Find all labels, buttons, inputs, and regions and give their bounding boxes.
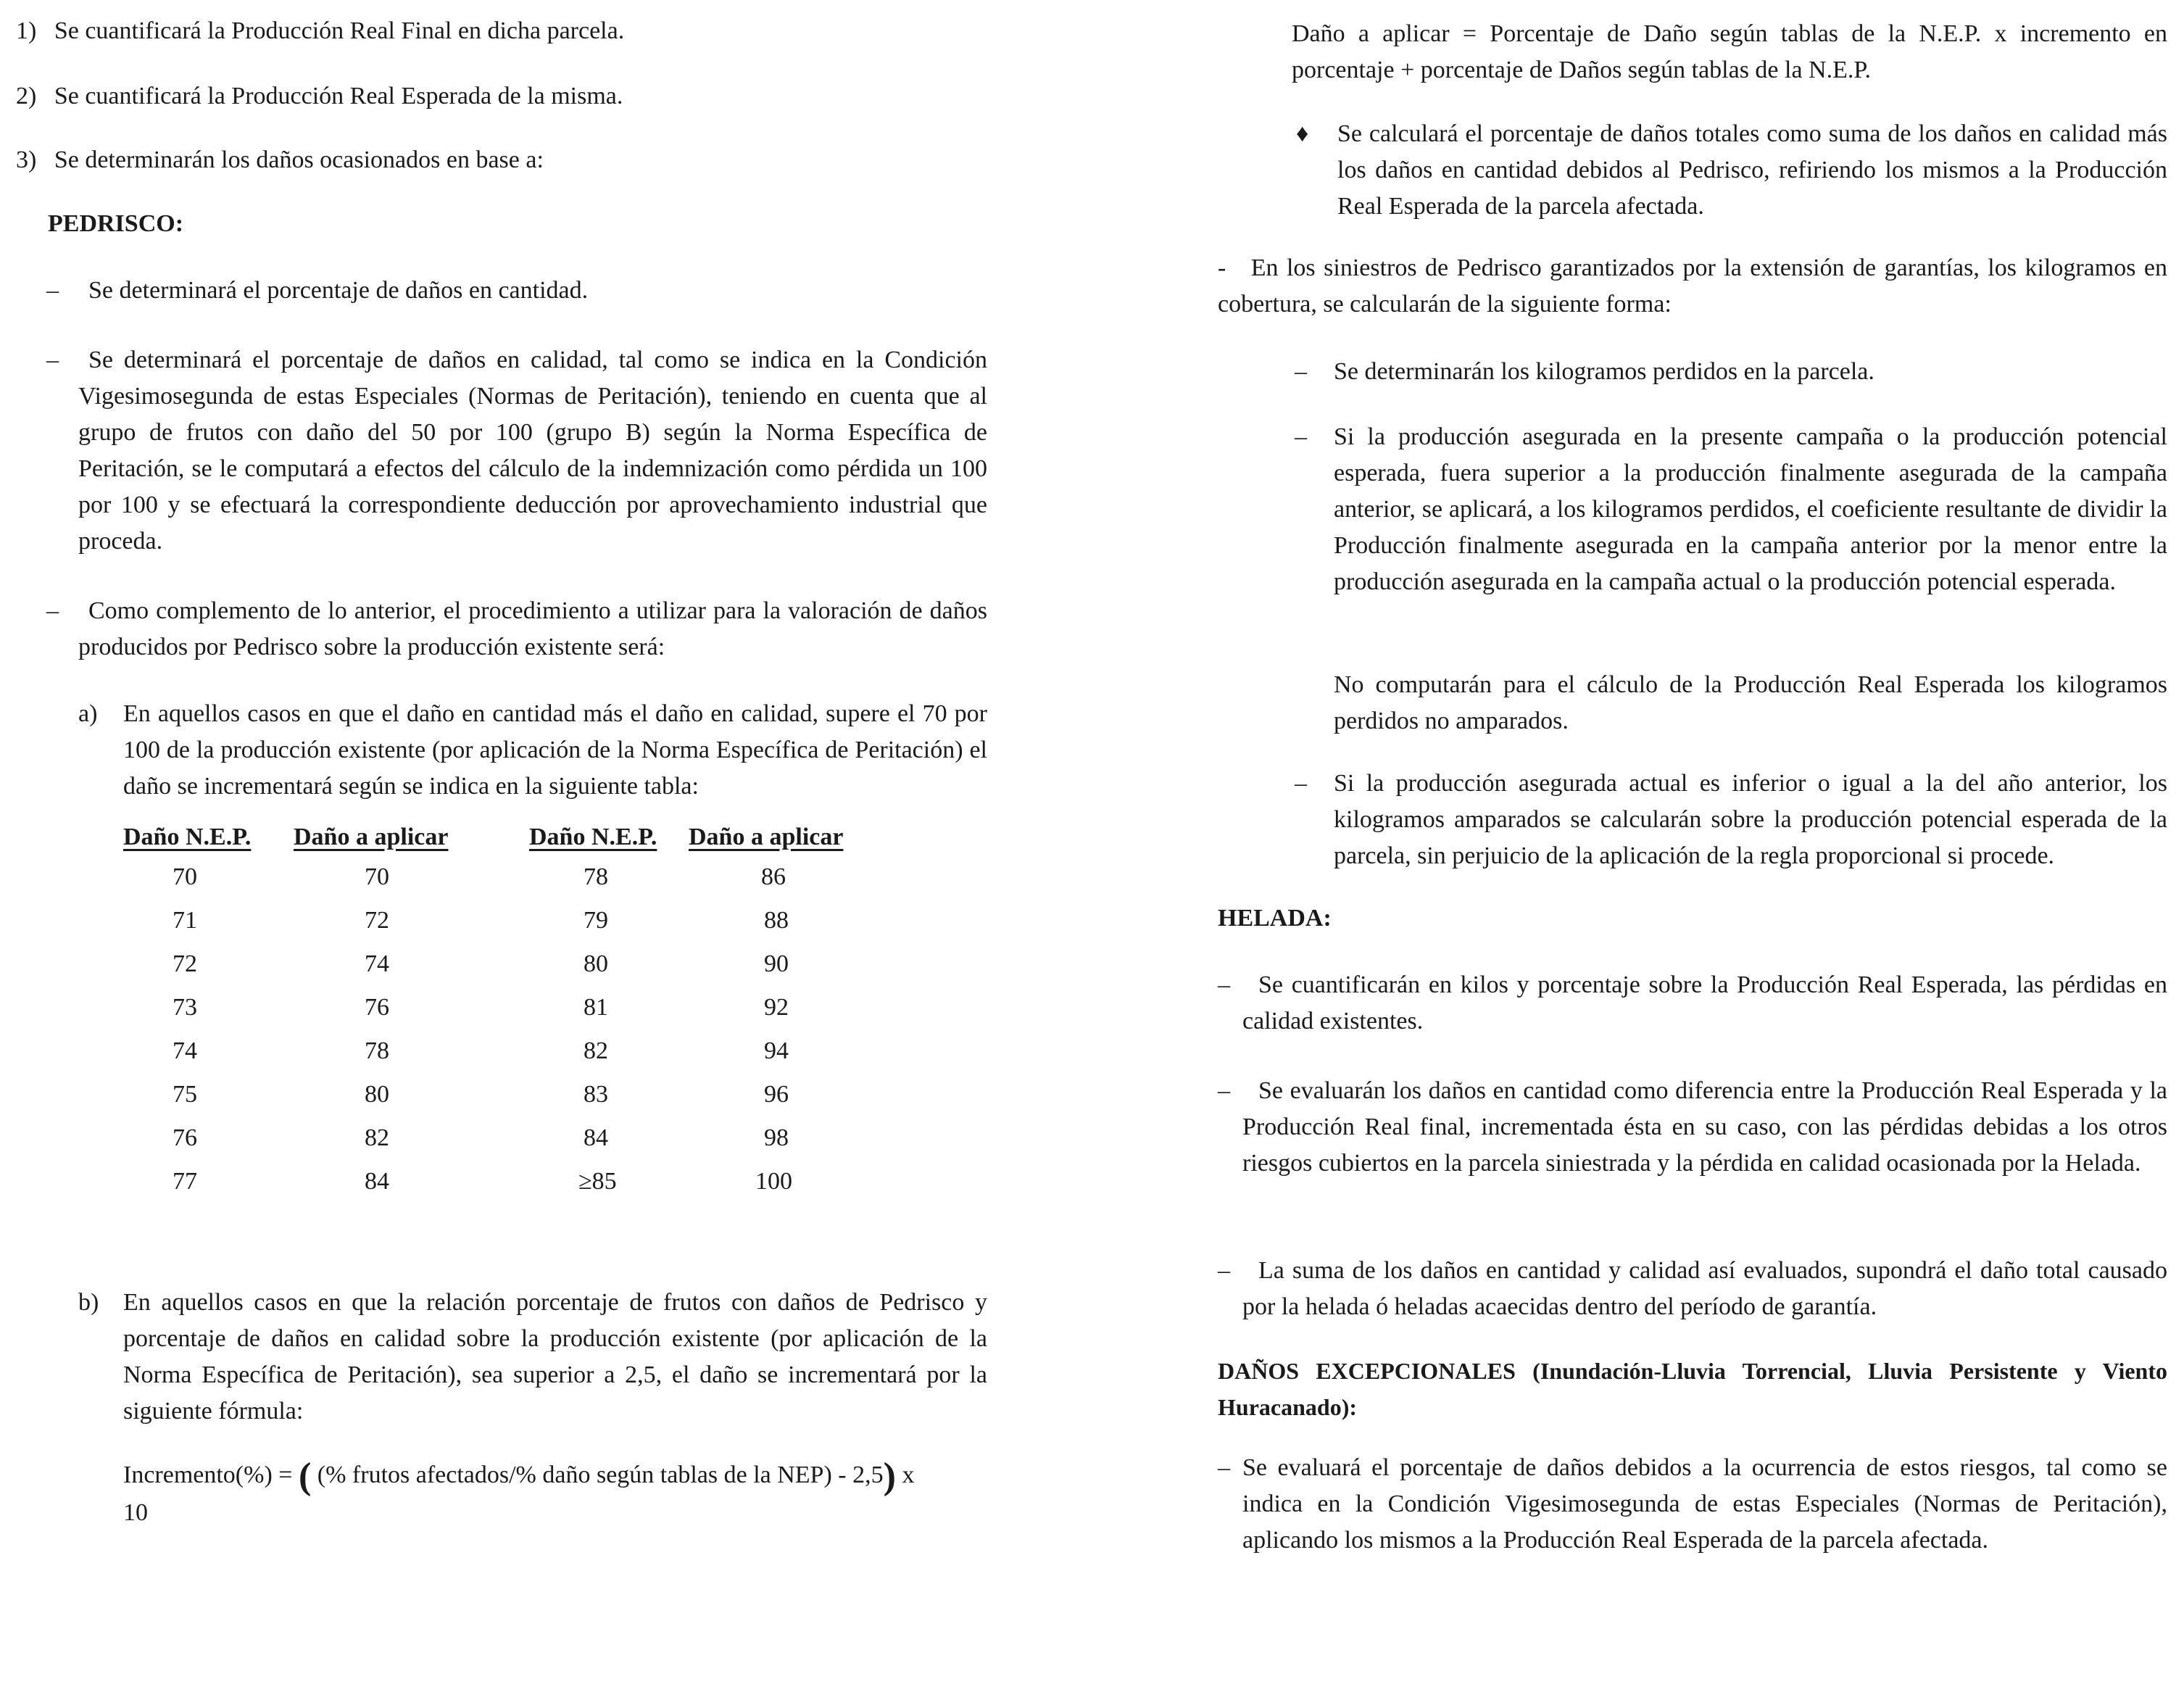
item-text: En aquellos casos en que el daño en cantidad más el daño en calidad, supere el 70 por 100 de la producción existente (por aplicación de la Norma Específica de Peritación) el daño se incrementará según se indica en la siguiente tabla: <box>123 700 987 800</box>
item-text: Se calculará el porcentaje de daños totales como suma de los daños en calidad más los daños en cantidad debidos al Pedrisco, refiriendo los mismos a la Producción Real Esperada de la parcela afectada. <box>1337 120 2167 220</box>
table-cell: 79 <box>584 907 608 934</box>
dash-marker: – <box>1218 1454 1230 1481</box>
table-row <box>123 1029 863 1073</box>
item-text: En aquellos casos en que la relación porcentaje de frutos con daños de Pedrisco y porcentaje de daños en calidad sobre la producción existente (por aplicación de la Norma Específica de Peritación), sea superior a 2,5, el daño se incrementará por la siguiente fórmula: <box>123 1289 987 1425</box>
increment-formula <box>123 1457 993 1531</box>
extension-text: En los siniestros de Pedrisco garantizados por la extensión de garantías, los kilogramos en cobertura, se calcularán de la siguiente forma: <box>1218 254 2167 318</box>
table-cell: 94 <box>764 1037 789 1064</box>
table-header-row <box>123 819 863 855</box>
extension-item <box>1218 419 2167 600</box>
pedrisco-item <box>16 593 987 666</box>
dash-marker: – <box>46 277 59 304</box>
helada-heading: HELADA: <box>1218 905 1332 932</box>
dash-marker: – <box>1218 1257 1230 1284</box>
extension-item <box>1218 766 2167 874</box>
item-text: Se determinará el porcentaje de daños en calidad, tal como se indica en la Condición Vigesimosegunda de estas Especiales (Normas de Peritación), teniendo en cuenta que al grupo de frutos con daño del 50 por 100 (grupo B) según la Norma Específica de Peritación, se le computará a efectos del cálculo de la indemnización como pérdida un 100 por 100 y se efectuará la correspondiente deducción por aprovechamiento industrial que proceda. <box>78 347 987 555</box>
col-header: Daño a aplicar <box>689 824 844 850</box>
damage-formula-text: Daño a aplicar = Porcentaje de Daño según tablas de la N.E.P. x incremento en porcentaje + porcentaje de Daños según tablas de la N.E.P. <box>1292 20 2167 83</box>
table-row <box>123 1116 863 1160</box>
table-cell: 100 <box>755 1168 792 1195</box>
dash-marker: – <box>46 597 59 624</box>
step-number: 2) <box>16 83 37 109</box>
item-text: Si la producción asegurada en la presente campaña o la producción potencial esperada, fuera superior a la producción finalmente asegurada de la campaña anterior, se aplicará, a los kilogramos perdidos, el coeficiente resultante de dividir la Producción finalmente asegurada en la campaña anterior por la menor entre la producción asegurada en la campaña actual o la producción potencial esperada. <box>1334 423 2167 595</box>
bullet-item <box>1218 116 2167 225</box>
damage-table <box>123 819 863 1203</box>
dash-marker: - <box>1218 254 1226 281</box>
letter-marker: b) <box>78 1289 99 1316</box>
table-cell: 73 <box>173 994 197 1021</box>
excepcionales-item <box>1218 1450 2167 1559</box>
table-cell: 81 <box>584 994 608 1021</box>
table-cell: 82 <box>365 1124 389 1151</box>
item-text: Se evaluarán los daños en cantidad como diferencia entre la Producción Real Esperada y la Producción Real final, incrementada ésta en su caso, con las pérdidas debidas a los otros riesgos cubiertos en la parcela siniestrada y la pérdida en calidad ocasionada por la Helada. <box>1242 1077 2167 1177</box>
table-cell: 77 <box>173 1168 197 1195</box>
table-cell: 76 <box>365 994 389 1021</box>
formula-last-line: 10 <box>123 1499 148 1526</box>
table-cell: ≥85 <box>578 1168 617 1195</box>
open-paren: ( <box>298 1456 312 1497</box>
table-cell: 88 <box>764 907 789 934</box>
step-text: Se cuantificará la Producción Real Final en dicha parcela. <box>54 17 625 44</box>
table-cell: 92 <box>764 994 789 1021</box>
table-cell: 84 <box>584 1124 608 1151</box>
item-text: Se evaluará el porcentaje de daños debidos a la ocurrencia de estos riesgos, tal como se indica en la Condición Vigesimosegunda de estas Especiales (Normas de Peritación), aplicando los mismos a la Producción Real Esperada de la parcela afectada. <box>1242 1454 2167 1554</box>
table-cell: 72 <box>365 907 389 934</box>
item-text: La suma de los daños en cantidad y calidad así evaluados, supondrá el daño total causado por la helada ó heladas acaecidas dentro del período de garantía. <box>1242 1257 2167 1320</box>
sub-item-b <box>16 1285 987 1430</box>
formula-inner: (% frutos afectados/% daño según tablas de la NEP) - 2,5 <box>311 1461 884 1488</box>
table-cell: 70 <box>365 863 389 890</box>
pedrisco-heading: PEDRISCO: <box>48 210 184 237</box>
table-cell: 78 <box>584 863 608 890</box>
table-cell: 72 <box>173 950 197 977</box>
step-number: 3) <box>16 146 37 173</box>
extension-note <box>1218 667 2167 739</box>
formula-lhs: Incremento(%) = <box>123 1461 299 1488</box>
letter-marker: a) <box>78 700 98 727</box>
pedrisco-item <box>16 342 987 560</box>
table-row <box>123 1160 863 1203</box>
excepcionales-heading: DAÑOS EXCEPCIONALES (Inundación-Lluvia Torrencial, Lluvia Persistente y Viento Huracanado): <box>1218 1358 2167 1420</box>
col-header: Daño a aplicar <box>294 824 449 850</box>
table-cell: 90 <box>764 950 789 977</box>
table-cell: 70 <box>173 863 197 890</box>
extension-paragraph <box>1218 250 2167 323</box>
table-row <box>123 942 863 986</box>
step-text: Se determinarán los daños ocasionados en base a: <box>54 146 544 173</box>
step-1 <box>16 13 973 49</box>
table-cell: 96 <box>764 1081 789 1108</box>
step-text: Se cuantificará la Producción Real Esperada de la misma. <box>54 83 623 109</box>
helada-item <box>1218 967 2167 1040</box>
table-row <box>123 855 863 899</box>
table-row <box>123 1073 863 1116</box>
formula-tail: x <box>895 1461 915 1488</box>
step-3 <box>16 142 973 178</box>
table-cell: 74 <box>365 950 389 977</box>
step-2 <box>16 78 973 115</box>
table-cell: 76 <box>173 1124 197 1151</box>
table-row <box>123 899 863 942</box>
table-cell: 74 <box>173 1037 197 1064</box>
sub-item-a <box>16 696 987 805</box>
table-cell: 82 <box>584 1037 608 1064</box>
col-header: Daño N.E.P. <box>123 824 252 850</box>
helada-item <box>1218 1253 2167 1325</box>
table-cell: 75 <box>173 1081 197 1108</box>
table-row <box>123 986 863 1029</box>
col-header: Daño N.E.P. <box>529 824 657 850</box>
table-cell: 98 <box>764 1124 789 1151</box>
item-text: Se determinará el porcentaje de daños en cantidad. <box>88 277 589 304</box>
table-cell: 78 <box>365 1037 389 1064</box>
item-text: Si la producción asegurada actual es inferior o igual a la del año anterior, los kilogramos amparados se calcularán sobre la producción potencial esperada de la parcela, sin perjuicio de la aplicación de la regla proporcional si procede. <box>1334 770 2167 869</box>
table-cell: 80 <box>584 950 608 977</box>
dash-marker: – <box>1295 770 1307 797</box>
item-text <box>1218 250 2167 323</box>
table-cell: 80 <box>365 1081 389 1108</box>
helada-item <box>1218 1073 2167 1182</box>
table-cell: 84 <box>365 1168 389 1195</box>
item-text: No computarán para el cálculo de la Producción Real Esperada los kilogramos perdidos no amparados. <box>1334 671 2167 734</box>
step-number: 1) <box>16 17 37 44</box>
table-cell: 83 <box>584 1081 608 1108</box>
dash-marker: – <box>1218 971 1230 998</box>
pedrisco-item <box>16 273 987 309</box>
item-text: Como complemento de lo anterior, el procedimiento a utilizar para la valoración de daños producidos por Pedrisco sobre la producción existente será: <box>78 597 987 660</box>
diamond-bullet-icon: ♦ <box>1296 120 1309 147</box>
dash-marker: – <box>1295 423 1307 450</box>
item-text: Se cuantificarán en kilos y porcentaje sobre la Producción Real Esperada, las pérdidas en calidad existentes. <box>1242 971 2167 1034</box>
extension-item <box>1218 354 2167 390</box>
table-cell: 71 <box>173 907 197 934</box>
table-cell: 86 <box>761 863 786 890</box>
dash-marker: – <box>46 347 59 373</box>
dash-marker: – <box>1218 1077 1230 1104</box>
dash-marker: – <box>1295 358 1307 385</box>
close-paren: ) <box>883 1456 896 1497</box>
item-text: Se determinarán los kilogramos perdidos en la parcela. <box>1334 358 1874 385</box>
